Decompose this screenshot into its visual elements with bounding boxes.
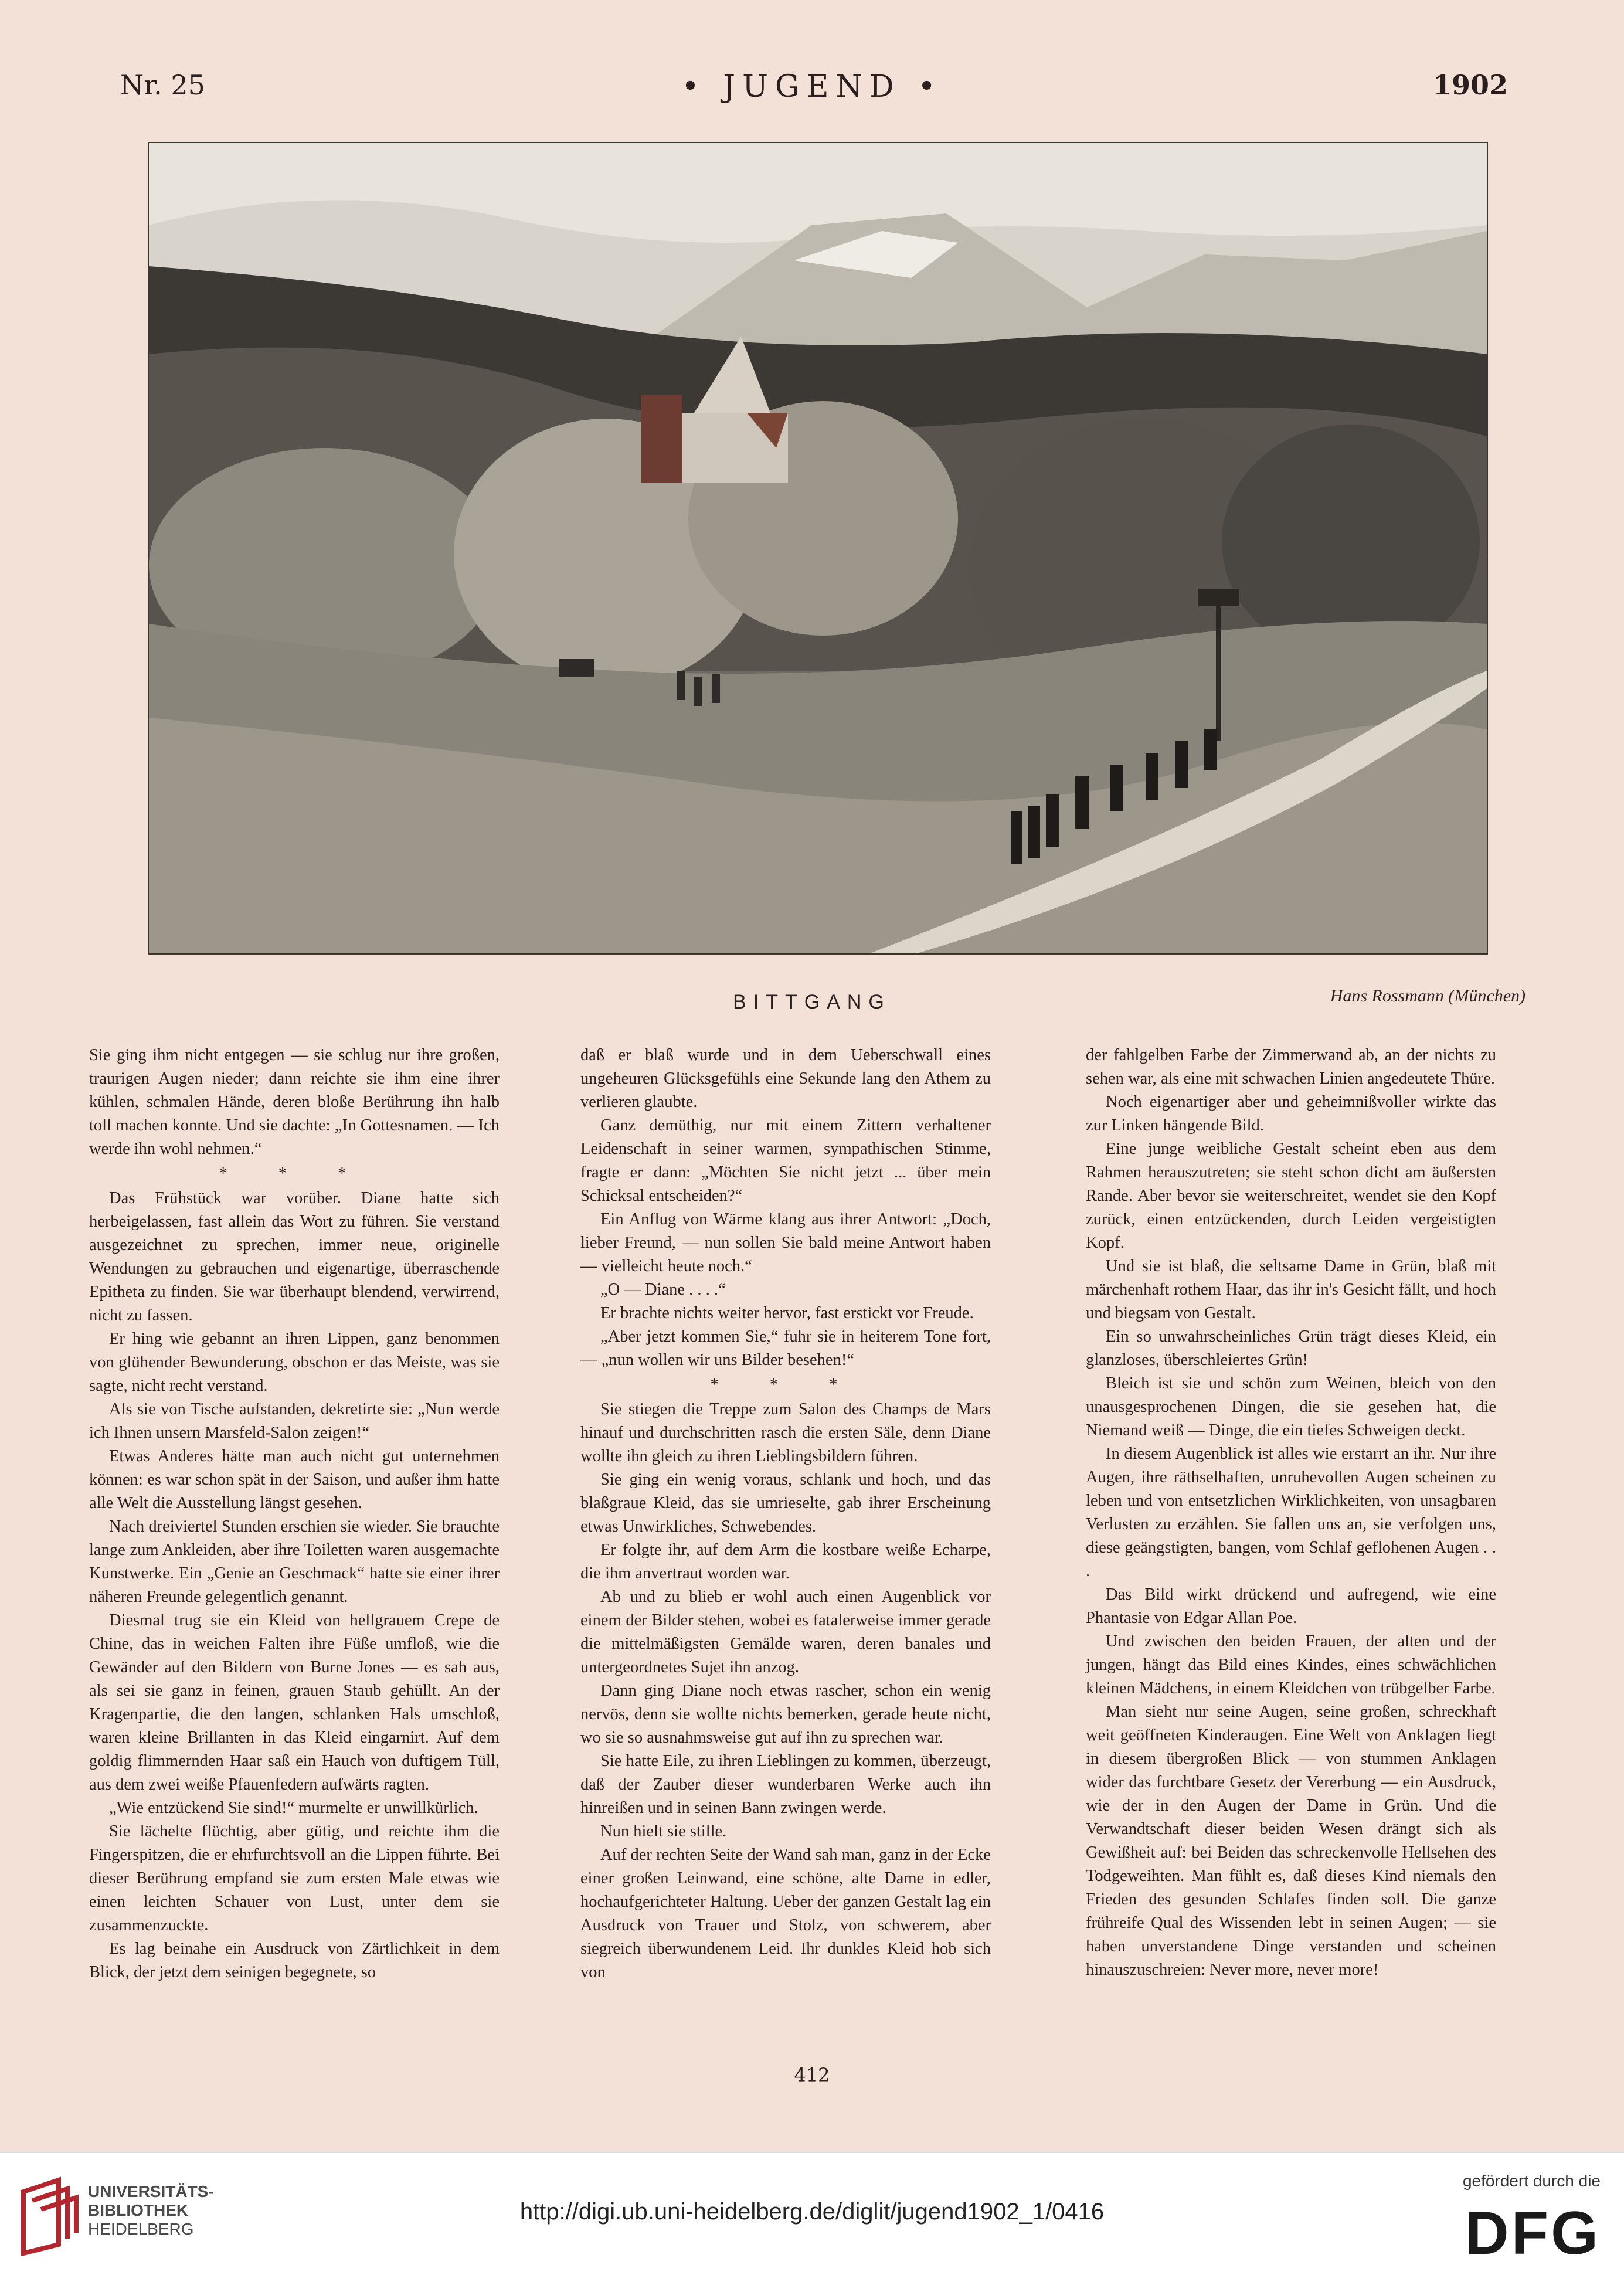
paragraph: Man sieht nur seine Augen, seine großen, schreckhaft weit geöffneten Kinderaugen. Eine Welt von Anklagen liegt in diesem übergroßen Blick — von stummen Anklagen wider das furchtbare Gesetz der Vererbung — ein Ausdruck, wie der in den Augen der Dame in Grün. Und die Verwandtschaft dieser beiden Wesen drängt sich als Gewißheit auf: bei Beiden das schreckenvolle Hellsehen des Todgeweihten. Man fühlt es, daß dieses Kind niemals den Frieden des gesunden Schlafes finden soll. Die ganze frühreife Qual des Wissenden lebt in seinen Augen; — sie haben unverstandene Dinge verstanden und scheinen hinauszuschreien: Never more, never more! (1086, 1703, 1496, 1979)
paragraph: Eine junge weibliche Gestalt scheint eben aus dem Rahmen herauszutreten; sie steht schon dicht am äußersten Rande. Aber bevor sie weiterschreitet, wendet sie den Kopf zurück, einen entzückenden, durch Leiden vergeistigten Kopf. (1086, 1140, 1496, 1252)
library-name-line-3: HEIDELBERG (88, 2220, 194, 2238)
paragraph: Dann ging Diane noch etwas rascher, schon ein wenig nervös, denn sie wollte nichts bemerken, gerade heute nicht, wo sie so ausnahmsweise gut auf ihn zu sprechen war. (580, 1682, 991, 1747)
paragraph: der fahlgelben Farbe der Zimmerwand ab, an der nichts zu sehen war, als eine mit schwachen Linien angedeutete Thüre. (1086, 1046, 1496, 1088)
paragraph: Das Bild wirkt drückend und aufregend, wie eine Phantasie von Edgar Allan Poe. (1086, 1585, 1496, 1627)
paragraph: Er folgte ihr, auf dem Arm die kostbare weiße Echarpe, die ihm anvertraut worden war. (580, 1541, 991, 1583)
text-column-3 (1086, 1044, 1496, 1982)
dfg-logo: DFG (1465, 2199, 1601, 2267)
paragraph: Er hing wie gebannt an ihren Lippen, ganz benommen von glühender Bewunderung, obschon er das Meiste, was sie sagte, nicht recht verstand. (89, 1330, 500, 1395)
paragraph: Bleich ist sie und schön zum Weinen, bleich von den unausgesprochenen Dingen, die sie gesehen hat, die Niemand weiß — Dinge, die ein tiefes Schweigen deckt. (1086, 1374, 1496, 1439)
sponsor-label: gefördert durch die (1462, 2172, 1601, 2190)
paragraph: Ganz demüthig, nur mit einem Zittern verhaltener Leidenschaft in seiner warmen, sympathischen Stimme, fragte er dann: „Möchten Sie nicht jetzt ... über mein Schicksal entscheiden?“ (580, 1116, 991, 1205)
section-separator: * * * (710, 1376, 861, 1394)
paragraph: Sie ging ihm nicht entgegen — sie schlug nur ihre großen, traurigen Augen nieder; dann reichte sie ihm eine ihrer kühlen, schmalen Hände, deren bloße Berührung ihn halb toll machen konnte. Und sie dachte: „In Gottesnamen. — Ich werde ihn wohl nehmen.“ (89, 1046, 500, 1158)
paragraph: Sie lächelte flüchtig, aber gütig, und reichte ihm die Fingerspitzen, die er ehrfurchtsvoll an die Lippen führte. Bei dieser Berührung empfand sie zum ersten Male etwas wie einen leichten Schauer von Lust, unter dem sie zusammenzuckte. (89, 1822, 500, 1934)
paragraph: Ab und zu blieb er wohl auch einen Augenblick vor einem der Bilder stehen, wobei es fatalerweise immer gerade die mittelmäßigsten Gemälde waren, deren banales und untergeordnetes Sujet ihn anzog. (580, 1588, 991, 1676)
paragraph: Auf der rechten Seite der Wand sah man, ganz in der Ecke einer großen Leinwand, eine schöne, alte Dame in edler, hochaufgerichteter Haltung. Ueber der ganzen Gestalt lag ein Ausdruck von Trauer und Stolz, von schwerem, aber siegreich überwundenem Leid. Ihr dunkles Kleid hob sich von (580, 1846, 991, 1981)
paragraph: Als sie von Tische aufstanden, dekretirte sie: „Nun werde ich Ihnen unsern Marsfeld-Salon zeigen!“ (89, 1400, 500, 1442)
landscape-illustration (148, 142, 1488, 955)
paragraph: Etwas Anderes hätte man auch nicht gut unternehmen können: es war schon spät in der Saison, und außer ihm hatte alle Welt die Ausstellung längst gesehen. (89, 1447, 500, 1512)
paragraph: Noch eigenartiger aber und geheimnißvoller wirkte das zur Linken hängende Bild. (1086, 1093, 1496, 1135)
paragraph: Sie stiegen die Treppe zum Salon des Champs de Mars hinauf und durchschritten rasch die ersten Säle, denn Diane wollte ihn gleich zu ihren Lieblingsbildern führen. (580, 1400, 991, 1465)
landscape-artwork (149, 143, 1487, 953)
paragraph: Nun hielt sie stille. (600, 1822, 727, 1841)
issue-number: Nr. 25 (120, 69, 205, 101)
year: 1902 (1432, 69, 1508, 101)
paragraph: „Aber jetzt kommen Sie,“ fuhr sie in heiterem Tone fort, — „nun wollen wir uns Bilder besehen!“ (580, 1327, 991, 1369)
paragraph: Sie hatte Eile, zu ihren Lieblingen zu kommen, überzeugt, daß der Zauber dieser wunderbaren Werke auch ihn hinreißen und in seinen Bann zwingen werde. (580, 1752, 991, 1817)
paragraph: Diesmal trug sie ein Kleid von hellgrauem Crepe de Chine, das in weichen Falten ihre Füße umfloß, wie die Gewänder auf den Bildern von Burne Jones — es sah aus, als sei sie ganz in feinen, grauen Staub gehüllt. An der Kragenpartie, die den langen, schlanken Hals umschloß, waren kleine Brillanten in das Kleid eingarnirt. Auf dem goldig flimmernden Haar saß ein Hauch von duftigem Tüll, aus dem zwei weiße Pfauenfedern aufwärts ragten. (89, 1611, 500, 1794)
permalink-url[interactable]: http://digi.ub.uni-heidelberg.de/diglit/jugend1902_1/0416 (519, 2199, 1105, 2225)
plate-caption: BITTGANG (733, 991, 891, 1013)
paragraph: „O — Diane . . . .“ (600, 1281, 726, 1299)
paragraph: Das Frühstück war vorüber. Diane hatte sich herbeigelassen, fast allein das Wort zu führen. Sie verstand ausgezeichnet zu sprechen, immer neue, originelle Wendungen zu gebrauchen und eigenartige, überraschende Epitheta zu finden. Sie war überhaupt blendend, verwirrend, nicht zu fassen. (89, 1189, 500, 1325)
journal-title: • JUGEND • (681, 69, 943, 104)
page-number: 412 (794, 2064, 830, 2086)
paragraph: Und zwischen den beiden Frauen, der alten und der jungen, hängt das Bild eines Kindes, eines schwächlichen kleinen Mädchens, in einem Kleidchen von trübgelber Farbe. (1086, 1632, 1496, 1697)
paragraph: In diesem Augenblick ist alles wie erstarrt an ihr. Nur ihre Augen, ihre räthselhaften, unruhevollen Augen scheinen zu leben und von entsetzlichen Wirklichkeiten, von unsagbaren Verlusten zu erzählen. Sie fallen uns an, sie verfolgen uns, diese geängstigten, bangen, vom Schlaf geflohenen Augen . . . (1086, 1445, 1496, 1580)
section-separator: * * * (219, 1164, 370, 1183)
paragraph: Und sie ist blaß, die seltsame Dame in Grün, blaß mit märchenhaft rothem Haar, das ihr in's Gesicht fällt, und hoch und biegsam von Gestalt. (1086, 1257, 1496, 1322)
paragraph: „Wie entzückend Sie sind!“ murmelte er unwillkürlich. (109, 1799, 478, 1817)
text-column-1 (89, 1044, 500, 1984)
viewer-footer (0, 2152, 1624, 2275)
paragraph: Nach dreiviertel Stunden erschien sie wieder. Sie brauchte lange zum Ankleiden, aber ihre Toiletten waren ausgemachte Kunstwerke. Ein „Genie an Geschmack“ hatte sie einer ihrer näheren Freunde gelegentlich genannt. (89, 1517, 500, 1606)
paragraph: Ein Anflug von Wärme klang aus ihrer Antwort: „Doch, lieber Freund, — nun sollen Sie bald meine Antwort haben — vielleicht heute noch.“ (580, 1210, 991, 1275)
paragraph: Sie ging ein wenig voraus, schlank und hoch, und das blaßgraue Kleid, das sie umrieselte, gab ihrer Erscheinung etwas Unwirkliches, Schwebendes. (580, 1471, 991, 1536)
paragraph: Er brachte nichts weiter hervor, fast erstickt vor Freude. (600, 1304, 974, 1322)
library-name-line-1: UNIVERSITÄTS- (88, 2182, 214, 2201)
paragraph: daß er blaß wurde und in dem Ueberschwall eines ungeheuren Glücksgefühls eine Sekunde lang den Athem zu verlieren glaubte. (580, 1046, 991, 1111)
text-column-2 (580, 1044, 991, 1984)
paragraph: Ein so unwahrscheinliches Grün trägt dieses Kleid, ein glanzloses, überschleiertes Grün! (1086, 1327, 1496, 1369)
library-name-line-2: BIBLIOTHEK (88, 2201, 189, 2219)
artist-credit: Hans Rossmann (München) (1330, 986, 1526, 1006)
paragraph: Es lag beinahe ein Ausdruck von Zärtlichkeit in dem Blick, der jetzt dem seinigen begegnete, so (89, 1940, 500, 1981)
